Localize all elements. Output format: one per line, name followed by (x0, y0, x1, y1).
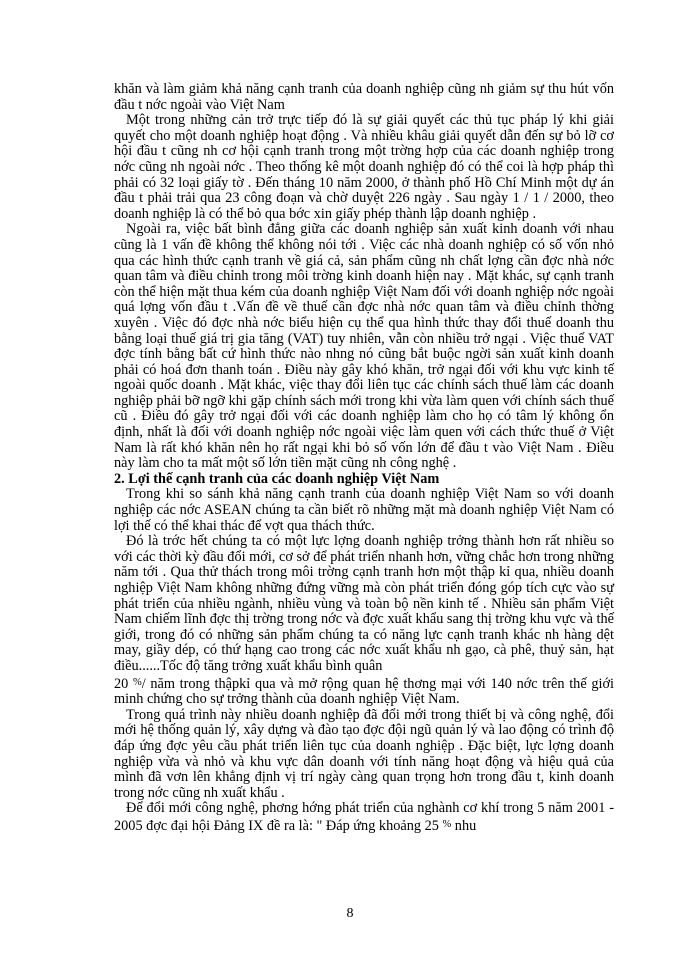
mechanical-text-part2: nhu (451, 817, 477, 834)
percent-unit-2: % (442, 818, 452, 830)
paragraph-legal-procedures: Một trong những cản trở trực tiếp đó là sự giải quyết các thủ tục pháp lý khi giải quyết cho một doanh nghiệp hoạt động . Và nhiều khâu giải quyết dẫn đến sự bỏ lỡ cơ hội đầu t cũng nh cơ hội cạnh tranh trong một trờng hợp của các doanh nghiệp trong nớc cũng nh ngoài nớc . Theo thống kê một doanh nghiệp đó có thể coi là hợp pháp thì phải có 32 loại giấy tờ . Đến tháng 10 năm 2000, ở thành phố Hồ Chí Minh một dự án đầu t phải trải qua 23 công đoạn và chờ duyệt 226 ngày . Sau ngày 1 / 1 / 2000, theo doanh nghiệp là có thể bỏ qua bớc xin giấy phép thành lập doanh nghiệp . (114, 112, 614, 222)
paragraph-asean-comparison: Trong khi so sánh khả năng cạnh tranh của doanh nghiệp Việt Nam so với doanh nghiệp các nớc ASEAN chúng ta cần biết rõ những mặt mà doanh nghiệp Việt Nam có lợi thế có thể khai thác để vợt qua thách thức. (114, 486, 614, 534)
paragraph-innovation: Trong quá trình này nhiều doanh nghiệp đã đổi mới trong thiết bị và công nghệ, đổi mới hệ thống quản lý, xây dựng và đào tạo đợc đội ngũ quản lý và lao động có trình độ đáp ứng đợc yêu cầu phát triển liên tục của doanh nghiệp . Đặc biệt, lực lợng doanh nghiệp vừa và nhỏ và khu vực dân doanh với tính năng hoạt động và hiệu quả của mình đã vơn lên khẳng định vị trí ngày càng quan trọng hơn trong đầu t, kinh doanh trong nớc cũng nh xuất khẩu . (114, 706, 614, 801)
growth-text-part1: Đó là trớc hết chúng ta có một lực lợng doanh nghiệp trởng thành hơn rất nhiều so với các thời kỳ đầu đổi mới, cơ sở để phát triển nhanh hơn, vững chắc hơn trong những năm tới . Qua thử thách trong môi trờng cạnh tranh hơn một thập kỉ qua, nhiều doanh nghiệp Việt Nam không những đứng vững mà còn phát triển đóng góp tích cực vào sự phát triển của nhiều ngành, nhiều vùng và toàn bộ nền kinh tế . Nhiều sản phẩm Việt Nam chiếm lĩnh đợc thị trờng trong nớc và đợc xuất khẩu sang thị trờng khu vực và thế giới, trong đó có những sản phẩm chúng ta có năng lực cạnh tranh khác nh hàng dệt may, giầy dép, có thứ hạng cao trong các nớc xuất khẩu nh gạo, cà phê, thuỷ sản, hạt điều......Tốc độ tăng trởng xuất khẩu bình quân (114, 533, 614, 674)
growth-rate-number: 20 (114, 675, 129, 692)
paragraph-continuation: khăn và làm giảm khả năng cạnh tranh của doanh nghiệp cũng nh giảm sự thu hút vốn đầu t nớc ngoài vào Việt Nam (114, 81, 614, 113)
mechanical-text-part1: Để đổi mới công nghệ, phơng hớng phát triển của nghành cơ khí trong 5 năm 2001 - 2005 đợc đại hội Đảng IX đề ra là: " Đáp ứng khoảng 25 (114, 800, 614, 834)
paragraph-mechanical-industry (114, 801, 614, 834)
paragraph-enterprise-growth (114, 534, 614, 708)
percent-unit: % (132, 676, 142, 688)
page-number: 8 (346, 906, 354, 921)
section-heading: 2. Lợi thế cạnh tranh của các doanh nghiệp Việt Nam (114, 470, 440, 487)
paragraph-inequality-tax: Ngoài ra, việc bất bình đẳng giữa các doanh nghiệp sản xuất kinh doanh với nhau cũng là 1 vấn đề không thể không nói tới . Việc các nhà doanh nghiệp có số vốn nhỏ qua các hình thức cạnh tranh về giá cả, sản phẩm cũng nh chất lợng cần đợc nhà nớc quan tâm và điều chỉnh trong môi trờng kinh doanh hiện nay . Mặt khác, sự cạnh tranh còn thể hiện mặt thua kém của doanh nghiệp Việt Nam đối với doanh nghiệp nớc ngoài quá lợng vốn đầu t .Vấn đề về thuế cần đợc nhà nớc quan tâm và điều chỉnh thờng xuyên . Việc đó đợc nhà nớc biểu hiện cụ thể qua hình thức thay đổi thuế doanh thu bằng loại thuế giá trị gia tăng (VAT) tuy nhiên, vẫn còn nhiều trở ngại . Việc thuế VAT đợc tính bằng bất cứ hình thức nào nhng nó cũng bắt buộc ngời sản xuất kinh doanh phải có hoá đơn thanh toán . Điều này gây khó khăn, trở ngại đối với khu vực kinh tế ngoài quốc doanh . Mặt khác, việc thay đổi liên tục các chính sách thuế làm các doanh nghiệp phải bỡ ngỡ khi gặp chính sách mới trong khi vừa làm quen với chính sách thuế cũ . Điều đó gây trở ngại đối với các doanh nghiệp làm cho họ có tâm lý không ổn định, nhất là đối với doanh nghiệp nớc ngoài việc làm quen với cách thức thuế ở Việt Nam là rất khó khăn nên họ rất ngại khi bỏ số vốn lớn để đầu t vào Việt Nam . Điều này làm cho ta mất một số lớn tiền mặt cũng nh công nghệ . (114, 221, 614, 472)
growth-text-part2: / năm trong thậpkỉ qua và mở rộng quan hệ thơng mại với 140 nớc trên thế giới minh chứng cho sự trởng thành của doanh nghiệp Việt Nam. (114, 675, 615, 708)
document-body (114, 82, 614, 835)
